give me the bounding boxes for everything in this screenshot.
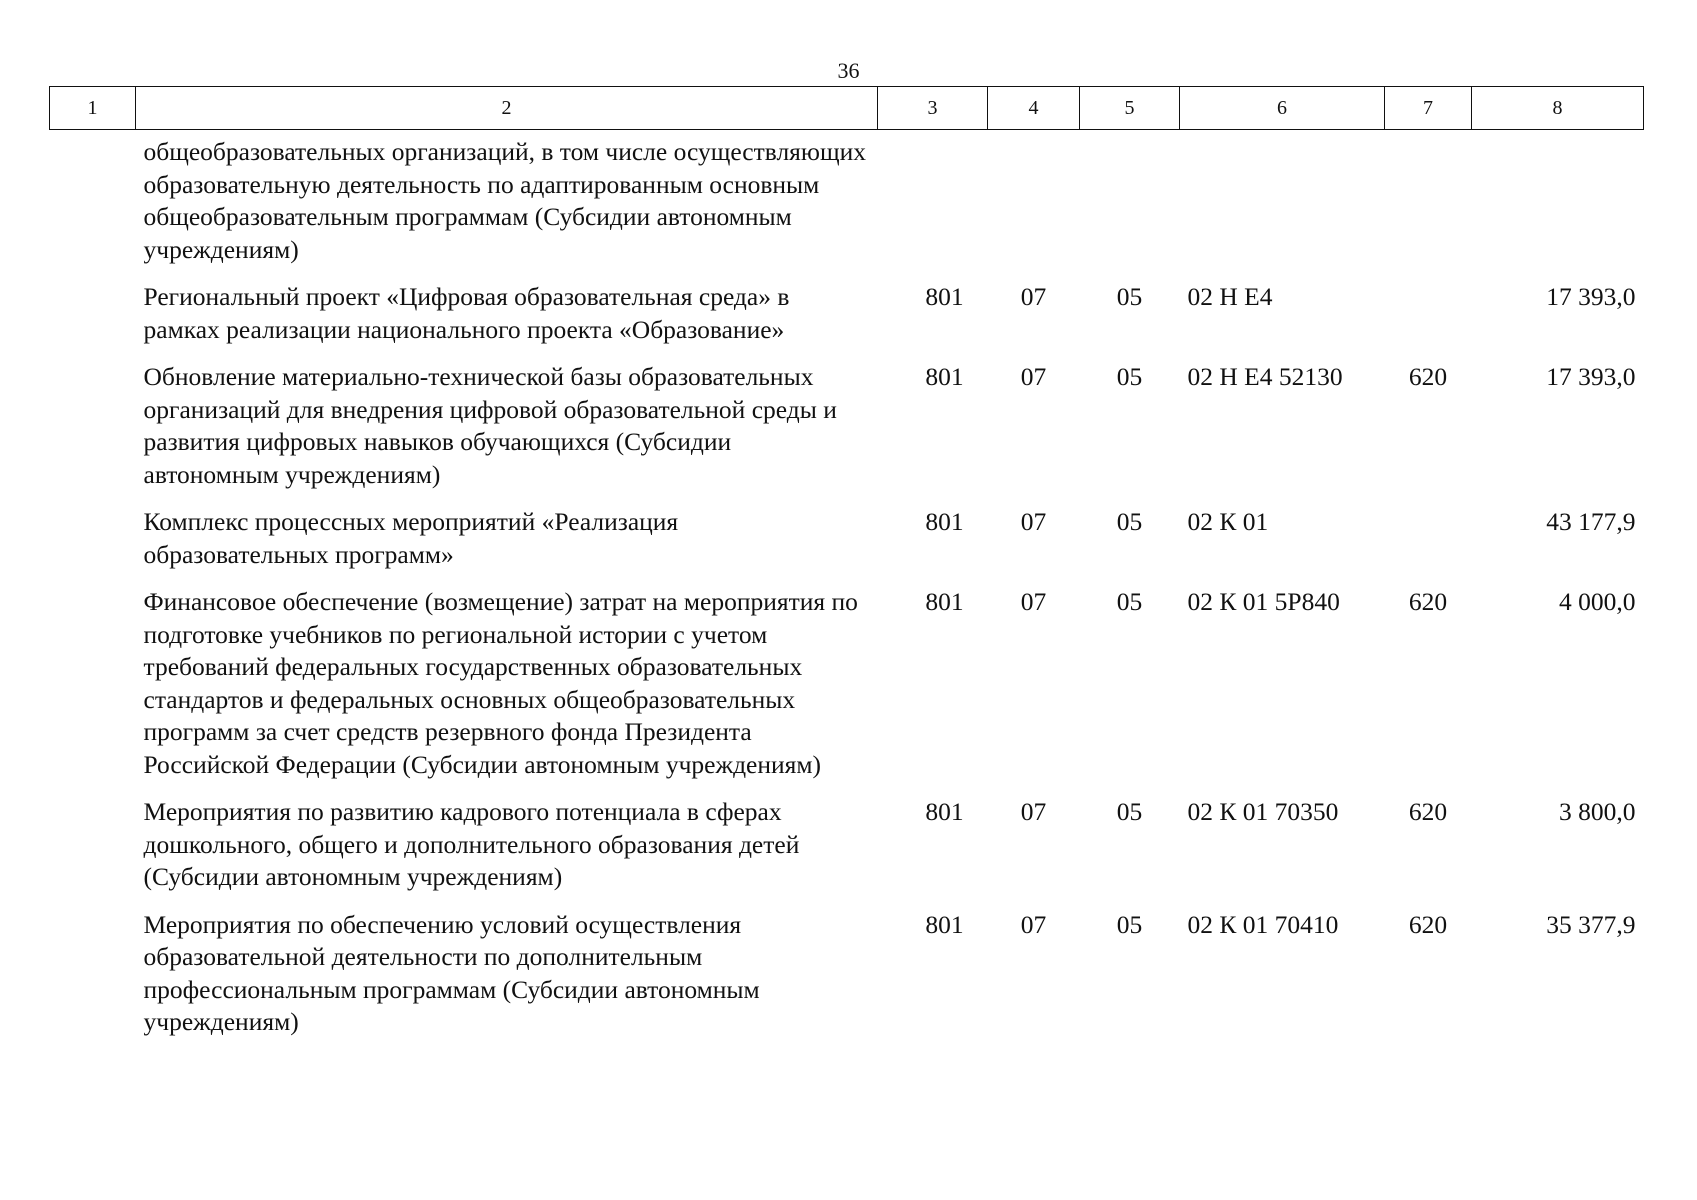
row-name: Региональный проект «Цифровая образовательная среда» в рамках реализации национального проекта «Образование» [143, 282, 790, 344]
row-section-code [988, 130, 1080, 282]
header-col-8: 8 [1472, 87, 1644, 130]
row-number-cell [50, 130, 136, 282]
row-expense-type: 620 [1408, 909, 1448, 939]
row-department-code: 801 [925, 282, 964, 311]
row-name: Финансовое обеспечение (возмещение) затрат на мероприятия по подготовке учебников по региональной истории с учетом требований федеральных государственных образовательных стандартов и федеральных основных общеобразовательных программ за счет средств резервного фонда Президента Российской Федерации (Субсидии автономным учреждениям) [143, 587, 858, 779]
row-amount: 17 393,0 [1546, 282, 1636, 311]
row-expense-type [1385, 506, 1472, 586]
table-row [50, 796, 1644, 909]
table-row [50, 506, 1644, 586]
row-section-code: 07 [1020, 507, 1047, 536]
row-section-code: 07 [1020, 909, 1047, 939]
row-department-code: 801 [925, 909, 964, 939]
row-section-code: 07 [1020, 797, 1047, 826]
row-department-code: 801 [925, 362, 964, 391]
row-amount [1472, 130, 1644, 282]
row-expense-type: 620 [1408, 362, 1448, 391]
row-name: Комплекс процессных мероприятий «Реализация образовательных программ» [143, 507, 679, 569]
row-section-code: 07 [1020, 282, 1047, 311]
row-target-article: 02 К 01 5Р840 [1187, 587, 1340, 616]
row-subsection-code: 05 [1116, 507, 1143, 536]
row-amount: 4 000,0 [1559, 587, 1636, 616]
table-row [50, 361, 1644, 506]
row-expense-type: 620 [1408, 587, 1448, 616]
row-number-cell [50, 586, 136, 796]
table-row [50, 909, 1644, 1054]
row-amount: 35 377,9 [1546, 909, 1636, 939]
row-department-code: 801 [925, 507, 964, 536]
row-department-code: 801 [925, 797, 964, 826]
header-col-1: 1 [50, 87, 136, 130]
budget-table [49, 86, 1644, 1054]
row-number-cell [50, 281, 136, 361]
table-row [50, 586, 1644, 796]
row-department-code: 801 [925, 587, 964, 616]
row-subsection-code: 05 [1116, 587, 1143, 616]
header-col-4: 4 [988, 87, 1080, 130]
header-col-3: 3 [878, 87, 988, 130]
row-target-article: 02 Н Е4 52130 [1187, 362, 1343, 391]
row-target-article: 02 Н Е4 [1187, 282, 1273, 311]
row-target-article: 02 К 01 [1187, 507, 1269, 536]
row-expense-type [1385, 281, 1472, 361]
row-name: Обновление материально-технической базы образовательных организаций для внедрения цифровой образовательной среды и развития цифровых навыков обучающихся (Субсидии автономным учреждениям) [143, 362, 837, 489]
row-amount: 3 800,0 [1559, 797, 1636, 826]
row-target-article: 02 К 01 70410 [1187, 909, 1339, 939]
row-name: Мероприятия по обеспечению условий осуществления образовательной деятельности по дополнительным профессиональным программам (Субсидии автономным учреждениям) [143, 909, 760, 1036]
table-row [50, 281, 1644, 361]
row-target-article [1180, 130, 1385, 282]
row-department-code [878, 130, 988, 282]
row-section-code: 07 [1020, 362, 1047, 391]
header-col-6: 6 [1180, 87, 1385, 130]
header-col-2: 2 [136, 87, 878, 130]
row-name: общеобразовательных организаций, в том числе осуществляющих образовательную деятельность по адаптированным основным общеобразовательным программам (Субсидии автономным учреждениям) [143, 137, 866, 264]
row-subsection-code: 05 [1116, 797, 1143, 826]
row-expense-type [1385, 130, 1472, 282]
page-number: 36 [837, 58, 860, 83]
header-col-7: 7 [1385, 87, 1472, 130]
row-subsection-code: 05 [1116, 282, 1143, 311]
row-amount: 43 177,9 [1546, 507, 1636, 536]
row-expense-type: 620 [1408, 797, 1448, 826]
row-number-cell [50, 506, 136, 586]
row-number-cell [50, 361, 136, 506]
row-number-cell [50, 909, 136, 1054]
table-row [50, 130, 1644, 282]
row-subsection-code: 05 [1116, 362, 1143, 391]
row-subsection-code: 05 [1116, 909, 1143, 939]
row-number-cell [50, 796, 136, 909]
row-name: Мероприятия по развитию кадрового потенциала в сферах дошкольного, общего и дополнительного образования детей (Субсидии автономным учреждениям) [143, 797, 800, 891]
row-amount: 17 393,0 [1546, 362, 1636, 391]
row-target-article: 02 К 01 70350 [1187, 797, 1339, 826]
row-section-code: 07 [1020, 587, 1047, 616]
table-header-row [50, 87, 1644, 130]
row-subsection-code [1080, 130, 1180, 282]
header-col-5: 5 [1080, 87, 1180, 130]
